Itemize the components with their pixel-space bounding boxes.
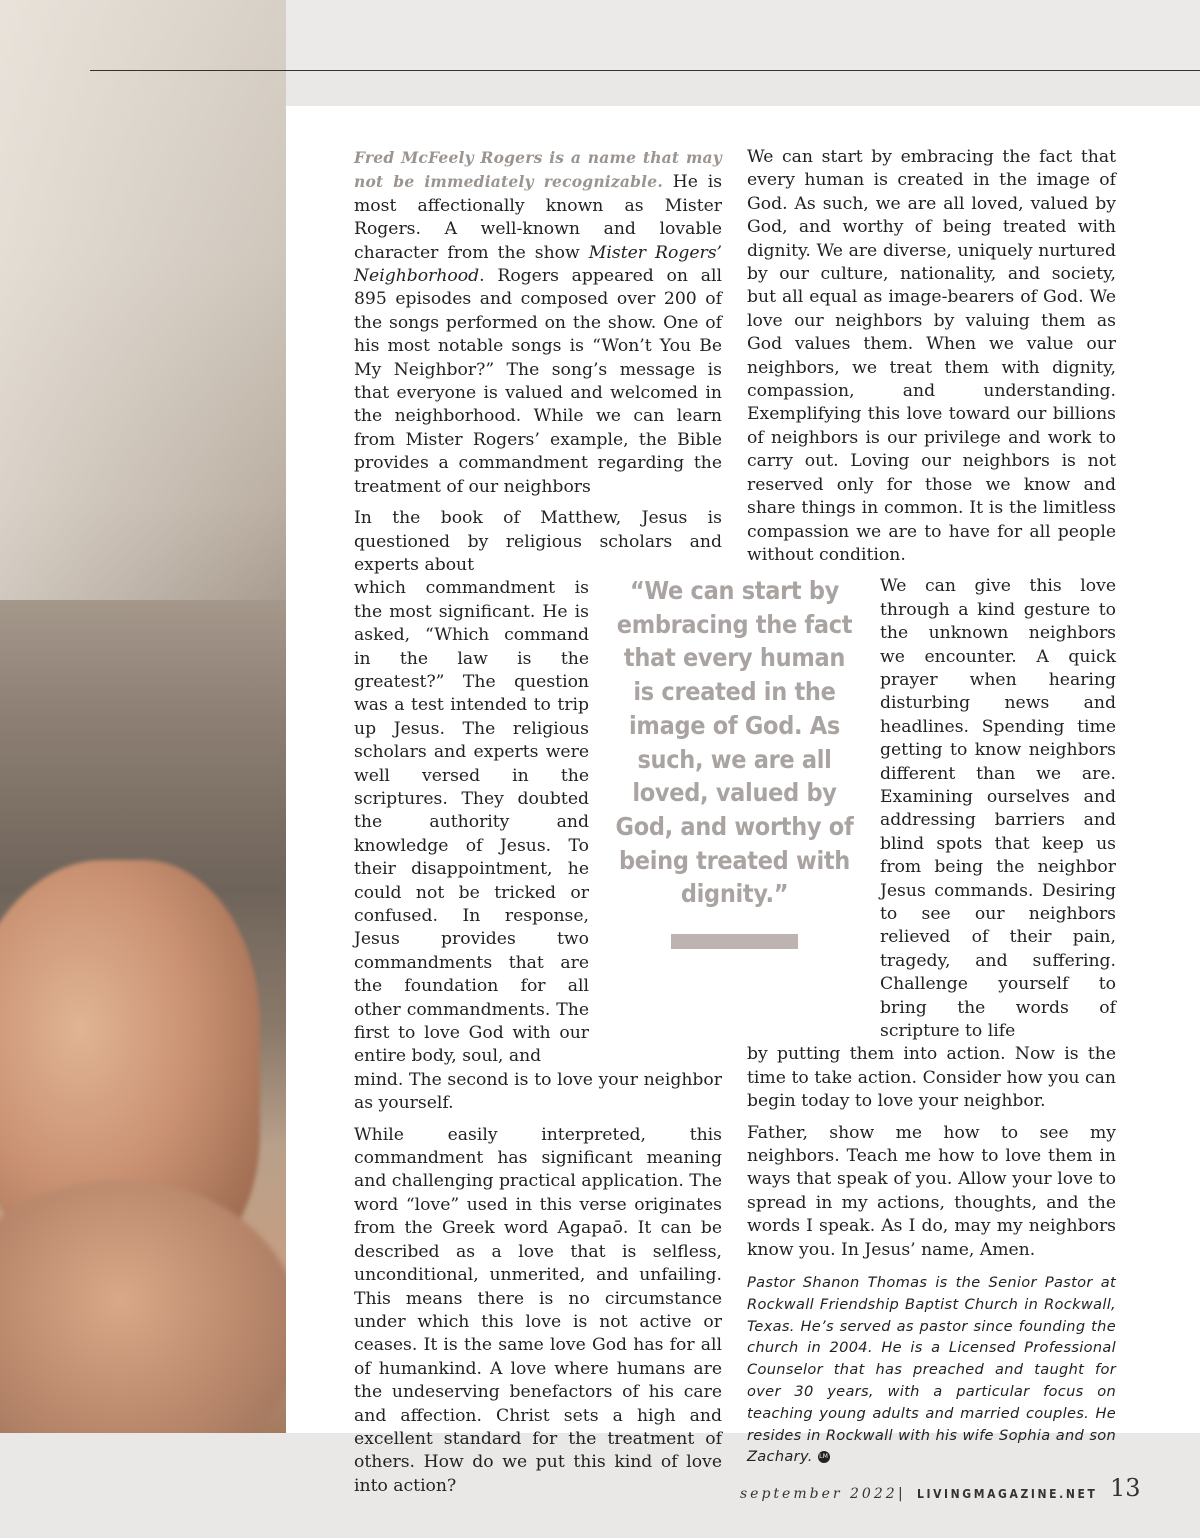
paragraph-5-wrap: We can give this love through a kind gesture to the unknown neighbors we encounter. A quick prayer when hearing disturbing news and headlines. Spending time getting to know neighbors different than we are. Examining ourselves and addressing barriers and blind spots that keep us from being the neighbor Jesus commands. Desiring to see our neighbors relieved of their pain, tragedy, and suffering. Challenge yourself to bring the words of scripture to life <box>880 576 1116 1042</box>
pull-quote: “We can start by embracing the fact that every human is created in the image of God. As such, we are all loved, valued by God, and worthy of being treated with dignity.” <box>615 576 854 909</box>
footer-date: september 2022 <box>740 1486 898 1502</box>
prayer: Father, show me how to see my neighbors. Teach me how to love them in ways that speak of you. Allow your love to spread in my actions, thoughts, and the words I speak. As I do, may my neighbors know you. In Jesus’ name, Amen. <box>747 1122 1116 1260</box>
paragraph-3: While easily interpreted, this commandment has significant meaning and challenging practical application. The word “love” used in this verse originates from the Greek word Agapaō. It can be described as a love that is selfless, unconditional, unmerited, and unfailing. This means there is no circumstance under which this love is not active or ceases. It is the same love God has for all of humankind. A love where humans are the undeserving benefactors of his care and affection. Christ sets a high and excellent standard for the treatment of others. How do we put this kind of love into action? <box>354 1124 722 1496</box>
footer-separator: | <box>898 1486 903 1502</box>
paragraph-2-wrap: which commandment is the most significant. He is asked, “Which command in the law is the greatest?” The question was a test intended to trip up Jesus. The religious scholars and experts were well versed in the scriptures. They doubted the authority and knowledge of Jesus. To their disappointment, he could not be tricked or confused. In response, Jesus provides two commandments that are the foundation for all other commandments. The first to love God with our entire body, soul, and <box>354 578 589 1067</box>
end-mark-icon: LM <box>818 1451 830 1463</box>
footer-site: LIVINGMAGAZINE.NET <box>917 1487 1098 1501</box>
hand-photo <box>0 0 286 1433</box>
paragraph-5-end: by putting them into action. Now is the time to take action. Consider how you can begin today to love your neighbor. <box>747 1044 1116 1112</box>
paragraph-1: Fred McFeely Rogers is a name that may not be immediately recognizable. He is most affectionally known as Mister Rogers. A well-known and lovable character from the show Mister Rogers’ Neighborhood. Rogers appeared on all 895 episodes and composed over 200 of the songs performed on the show. One of his most notable songs is “Won’t You Be My Neighbor?” The song’s message is that everyone is valued and welcomed in the neighborhood. While we can learn from Mister Rogers’ example, the Bible provides a commandment regarding the treatment of our neighbors <box>354 148 723 497</box>
top-band <box>286 0 1200 70</box>
paragraph-2-end: mind. The second is to love your neighbor as yourself. <box>354 1069 722 1114</box>
page-number: 13 <box>1110 1474 1141 1502</box>
paragraph-2: In the book of Matthew, Jesus is questioned by religious scholars and experts about <box>354 508 722 575</box>
pull-quote-bar <box>671 934 798 949</box>
paragraph-4: We can start by embracing the fact that every human is created in the image of God. As such, we are all loved, valued by God, and worthy of being treated with dignity. We are diverse, uniquely nurtured by our culture, nationality, and society, but all equal as image-bearers of God. We love our neighbors by valuing them as God values them. When we value our neighbors, we treat them with dignity, compassion, and understanding. Exemplifying this love toward our billions of neighbors is our privilege and work to carry out. Loving our neighbors is not reserved only for those we know and share things in common. It is the limitless compassion we are to have for all people without condition. <box>747 147 1116 565</box>
lead-in: Fred McFeely Rogers is a name that may not be immediately recognizable. <box>354 148 722 192</box>
top-rule <box>90 70 1200 71</box>
show-title: Mister Rogers’ Neighborhood <box>354 242 722 287</box>
author-bio: Pastor Shanon Thomas is the Senior Pastor at Rockwall Friendship Baptist Church in Rockwall, Texas. He’s served as pastor since founding the church in 2004. He is a Licensed Professional Counselor that has preached and taught for over 30 years, with a particular focus on teaching young adults and married couples. He resides in Rockwall with his wife Sophia and son Zachary. LM <box>747 1274 1116 1466</box>
